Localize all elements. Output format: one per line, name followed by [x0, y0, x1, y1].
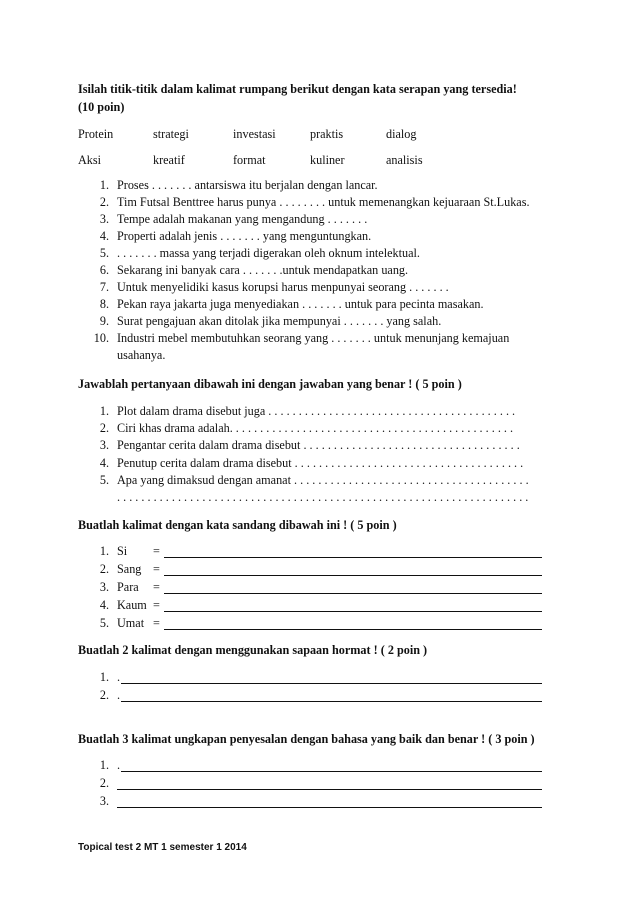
item-number: 1.	[99, 758, 109, 772]
list-item-continuation: . . . . . . . . . . . . . . . . . . . . . . . . . . . . . . . . . . . . . . . . . . . . . . . . . . . . . . . . . . . . . . . . . . . .	[117, 490, 529, 504]
list-item: Penutup cerita dalam drama disebut . . . . . . . . . . . . . . . . . . . . . . . . . . . . . . . . . . . . . .	[117, 456, 524, 470]
item-number: 5.	[99, 473, 109, 487]
item-number: 2.	[99, 421, 109, 435]
item-number: 5.	[99, 246, 109, 260]
answer-line[interactable]	[164, 575, 542, 576]
list-item: Pekan raya jakarta juga menyediakan . . . . . . . untuk para pecinta masakan.	[117, 297, 484, 311]
list-item: Tempe adalah makanan yang mengandung . . . . . . .	[117, 212, 368, 226]
item-number: 3.	[99, 212, 109, 226]
item-number: 8.	[99, 297, 109, 311]
word-bank-item: format	[233, 153, 266, 167]
word-bank-item: kreatif	[153, 153, 185, 167]
answer-line[interactable]	[121, 771, 542, 772]
word-bank-item: Protein	[78, 127, 114, 141]
item-number: 4.	[99, 456, 109, 470]
list-item: Plot dalam drama disebut juga . . . . . . . . . . . . . . . . . . . . . . . . . . . . . . . . . . . . . . . . .	[117, 404, 516, 418]
word-bank-item: praktis	[310, 127, 344, 141]
item-number: 6.	[99, 263, 109, 277]
answer-line[interactable]	[164, 557, 542, 558]
list-item: Apa yang dimaksud dengan amanat . . . . . . . . . . . . . . . . . . . . . . . . . . . . . . . . . . . . . . .	[117, 473, 529, 487]
answer-line[interactable]	[117, 789, 542, 790]
equals-sign: =	[153, 580, 160, 594]
list-item: Surat pengajuan akan ditolak jika mempunyai . . . . . . . yang salah.	[117, 314, 442, 328]
equals-sign: =	[153, 562, 160, 576]
word-bank-item: analisis	[386, 153, 423, 167]
item-number: 3.	[99, 580, 109, 594]
item-number: 1.	[99, 178, 109, 192]
word-bank-item: investasi	[233, 127, 276, 141]
item-number: 4.	[99, 598, 109, 612]
section1-title-line2: (10 poin)	[78, 100, 125, 114]
answer-line[interactable]	[121, 683, 542, 684]
item-number: 2.	[99, 688, 109, 702]
section5-title: Buatlah 3 kalimat ungkapan penyesalan dengan bahasa yang baik dan benar ! ( 3 poin )	[78, 732, 535, 746]
word-bank-item: dialog	[386, 127, 417, 141]
section3-title: Buatlah kalimat dengan kata sandang dibawah ini ! ( 5 poin )	[78, 518, 397, 532]
article-word: Umat	[117, 616, 145, 630]
equals-sign: =	[153, 544, 160, 558]
item-number: 5.	[99, 616, 109, 630]
section4-title: Buatlah 2 kalimat dengan menggunakan sapaan hormat ! ( 2 poin )	[78, 643, 428, 657]
item-number: 1.	[99, 404, 109, 418]
item-number: 3.	[99, 794, 109, 808]
word-bank-item: Aksi	[78, 153, 102, 167]
item-number: 3.	[99, 438, 109, 452]
list-item: Tim Futsal Benttree harus punya . . . . . . . . untuk memenangkan kejuaraan St.Lukas.	[117, 195, 530, 209]
section1-title-line1: Isilah titik-titik dalam kalimat rumpang berikut dengan kata serapan yang tersedia!	[78, 82, 517, 96]
answer-line[interactable]	[164, 629, 542, 630]
item-number: 2.	[99, 562, 109, 576]
article-word: Para	[117, 580, 139, 594]
item-number: 4.	[99, 229, 109, 243]
list-item: Ciri khas drama adalah. . . . . . . . . . . . . . . . . . . . . . . . . . . . . . . . . . . . . . . . . . . . . . .	[117, 421, 514, 435]
list-item: Proses . . . . . . . antarsiswa itu berjalan dengan lancar.	[117, 178, 378, 192]
word-bank-item: kuliner	[310, 153, 345, 167]
list-item: . . . . . . . massa yang terjadi digerakan oleh oknum intelektual.	[117, 246, 420, 260]
list-item: Sekarang ini banyak cara . . . . . . .untuk mendapatkan uang.	[117, 263, 409, 277]
item-number: 2.	[99, 776, 109, 790]
list-item: Industri mebel membutuhkan seorang yang . . . . . . . untuk menunjang kemajuan	[117, 331, 510, 345]
list-item: Untuk menyelidiki kasus korupsi harus menpunyai seorang . . . . . . .	[117, 280, 449, 294]
equals-sign: =	[153, 616, 160, 630]
answer-line[interactable]	[121, 701, 542, 702]
item-number: 1.	[99, 670, 109, 684]
item-number: 1.	[99, 544, 109, 558]
answer-line[interactable]	[164, 593, 542, 594]
item-number: 7.	[99, 280, 109, 294]
list-item-continuation: usahanya.	[117, 348, 166, 362]
list-item: Properti adalah jenis . . . . . . . yang menguntungkan.	[117, 229, 372, 243]
item-number: 2.	[99, 195, 109, 209]
article-word: Sang	[117, 562, 142, 576]
answer-lead: .	[117, 670, 121, 684]
answer-line[interactable]	[117, 807, 542, 808]
list-item: Pengantar cerita dalam drama disebut . . . . . . . . . . . . . . . . . . . . . . . . . . . . . . . . . . . .	[117, 438, 520, 452]
answer-lead: .	[117, 688, 121, 702]
word-bank-item: strategi	[153, 127, 189, 141]
section2-title: Jawablah pertanyaan dibawah ini dengan jawaban yang benar ! ( 5 poin )	[78, 377, 462, 391]
page-footer: Topical test 2 MT 1 semester 1 2014	[78, 842, 247, 853]
article-word: Kaum	[117, 598, 147, 612]
article-word: Si	[117, 544, 128, 558]
equals-sign: =	[153, 598, 160, 612]
item-number: 9.	[99, 314, 109, 328]
answer-lead: .	[117, 758, 121, 772]
item-number: 10.	[93, 331, 109, 345]
answer-line[interactable]	[164, 611, 542, 612]
